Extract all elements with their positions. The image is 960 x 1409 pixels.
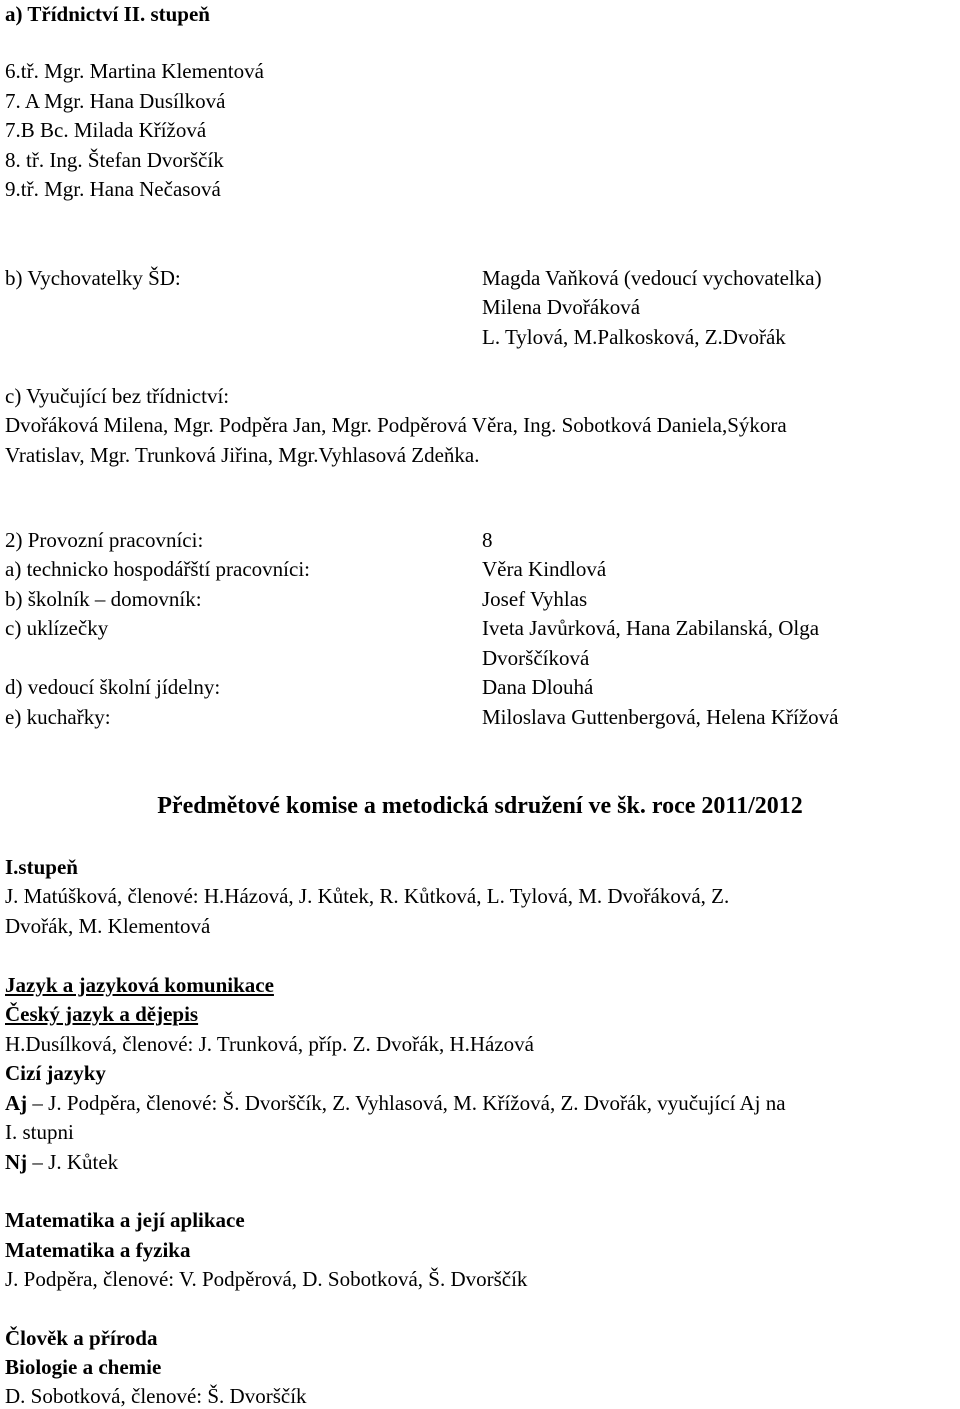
aj-label: Aj [5,1091,28,1115]
staff-label: a) technicko hospodářští pracovníci: [5,557,310,581]
committees-heading: Předmětové komise a metodická sdružení ve šk. roce 2011/2012 [157,793,803,819]
class-teacher-row: 7. A Mgr. Hana Dusílková [5,89,226,113]
aj-members-cont: I. stupni [5,1120,74,1144]
staff-value: Dvorščíková [482,646,590,670]
staff-label: e) kuchařky: [5,705,111,729]
jazyk-title: Jazyk a jazyková komunikace [5,973,274,997]
mat-title: Matematika a její aplikace [5,1208,245,1232]
section-c-label: c) Vyučující bez třídnictví: [5,384,230,408]
staff-value: 8 [482,528,493,552]
staff-value: Dana Dlouhá [482,675,594,699]
aj-members: – J. Podpěra, členové: Š. Dvorščík, Z. Vyhlasová, M. Křížová, Z. Dvořák, vyučující Aj na [27,1091,786,1115]
teachers-line: Vratislav, Mgr. Trunková Jiřina, Mgr.Vyhlasová Zdeňka. [5,443,480,467]
cizi-title: Cizí jazyky [5,1061,106,1085]
staff-value: Miloslava Guttenbergová, Helena Křížová [482,705,839,729]
staff-label: c) uklízečky [5,616,109,640]
bio-title: Biologie a chemie [5,1355,162,1379]
educator-row: Magda Vaňková (vedoucí vychovatelka) [482,266,822,290]
matfyz-title: Matematika a fyzika [5,1238,191,1262]
nj-members: – J. Kůtek [27,1150,119,1174]
class-teacher-row: 7.B Bc. Milada Křížová [5,118,207,142]
cesky-title: Český jazyk a dějepis [5,1002,199,1026]
section-a-title: a) Třídnictví II. stupeň [5,2,210,26]
class-teacher-row: 8. tř. Ing. Štefan Dvorščík [5,148,224,172]
clovek-title: Člověk a příroda [5,1326,158,1350]
stupen-members: Dvořák, M. Klementová [5,914,211,938]
staff-value: Iveta Javůrková, Hana Zabilanská, Olga [482,616,820,640]
educator-row: L. Tylová, M.Palkosková, Z.Dvořák [482,325,786,349]
staff-label: b) školník – domovník: [5,587,202,611]
mat-members: J. Podpěra, členové: V. Podpěrová, D. Sobotková, Š. Dvorščík [5,1267,528,1291]
class-teacher-row: 6.tř. Mgr. Martina Klementová [5,59,264,83]
nj-row [5,1150,118,1174]
teachers-line: Dvořáková Milena, Mgr. Podpěra Jan, Mgr. Podpěrová Věra, Ing. Sobotková Daniela,Sýkora [5,413,787,437]
cesky-members: H.Dusílková, členové: J. Trunková, příp. Z. Dvořák, H.Házová [5,1032,534,1056]
stupen-title: I.stupeň [5,855,78,879]
aj-row [5,1091,786,1115]
staff-value: Věra Kindlová [482,557,607,581]
staff-value: Josef Vyhlas [482,587,588,611]
class-teacher-row: 9.tř. Mgr. Hana Nečasová [5,177,221,201]
stupen-members: J. Matúšková, členové: H.Házová, J. Kůtek, R. Kůtková, L. Tylová, M. Dvořáková, Z. [5,884,730,908]
educator-row: Milena Dvořáková [482,295,641,319]
nj-label: Nj [5,1150,28,1174]
section-b-label: b) Vychovatelky ŠD: [5,266,181,290]
bio-members: D. Sobotková, členové: Š. Dvorščík [5,1384,307,1408]
staff-label: 2) Provozní pracovníci: [5,528,204,552]
staff-label: d) vedoucí školní jídelny: [5,675,221,699]
